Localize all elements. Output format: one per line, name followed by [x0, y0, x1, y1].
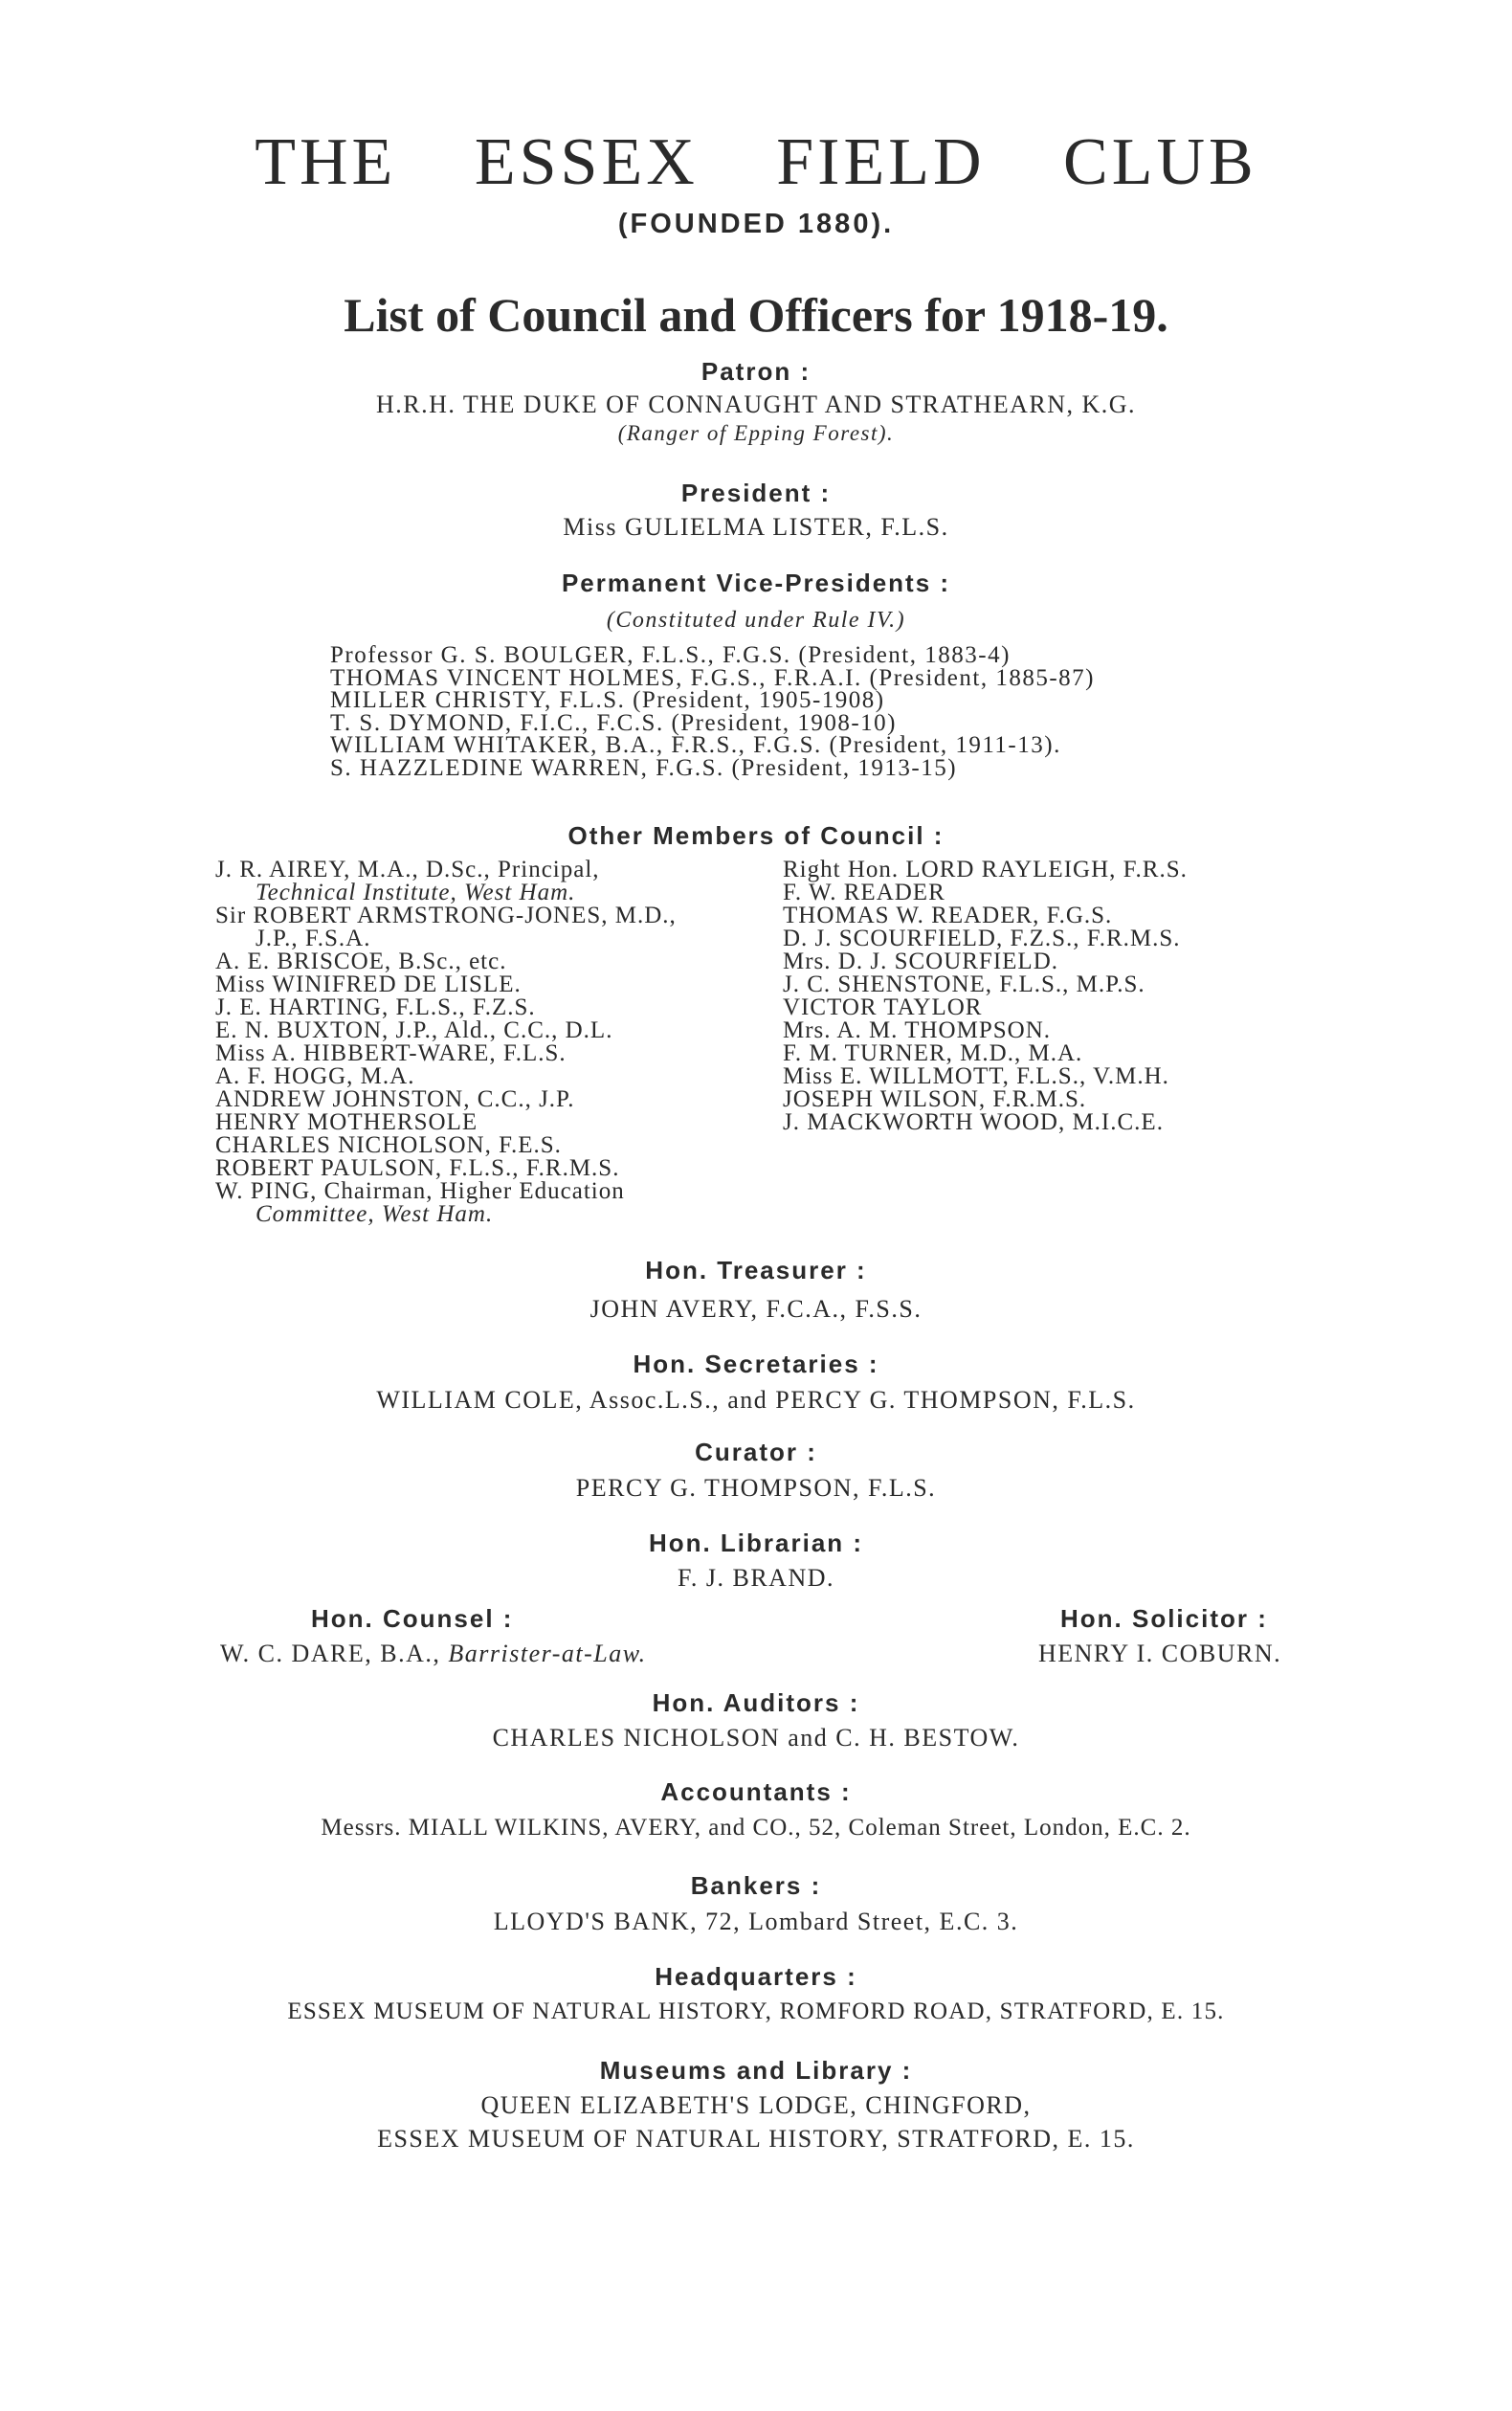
council-member: Sir ROBERT ARMSTRONG-JONES, M.D., — [215, 903, 677, 928]
museums-heading: Museums and Library : — [599, 2056, 913, 2085]
headquarters-name: ESSEX MUSEUM OF NATURAL HISTORY, ROMFORD ROAD, STRATFORD, E. 15. — [287, 1998, 1225, 2024]
patron-heading: Patron : — [700, 357, 812, 386]
headquarters-heading: Headquarters : — [655, 1962, 857, 1991]
council-member: ANDREW JOHNSTON, C.C., J.P. — [215, 1086, 575, 1112]
librarian-name: F. J. BRAND. — [677, 1564, 834, 1592]
vice-president-line: S. HAZZLEDINE WARREN, F.G.S. (President, 1913-15) — [330, 754, 958, 781]
solicitor-heading: Hon. Solicitor : — [1060, 1604, 1268, 1633]
bankers-name: LLOYD'S BANK, 72, Lombard Street, E.C. 3. — [493, 1908, 1019, 1935]
council-member: J. E. HARTING, F.L.S., F.Z.S. — [215, 994, 536, 1020]
founded-line: (FOUNDED 1880). — [617, 209, 895, 239]
auditors-heading: Hon. Auditors : — [652, 1688, 860, 1717]
council-member: VICTOR TAYLOR — [783, 994, 983, 1020]
council-member-detail: Committee, West Ham. — [256, 1201, 494, 1227]
council-heading: Other Members of Council : — [567, 821, 945, 850]
council-member: D. J. SCOURFIELD, F.Z.S., F.R.M.S. — [783, 926, 1181, 951]
solicitor-name: HENRY I. COBURN. — [1038, 1640, 1282, 1667]
council-member: HENRY MOTHERSOLE — [215, 1109, 478, 1135]
council-member: A. E. BRISCOE, B.Sc., etc. — [215, 949, 507, 974]
council-member: THOMAS W. READER, F.G.S. — [783, 903, 1113, 928]
secretaries-name: WILLIAM COLE, Assoc.L.S., and PERCY G. THOMPSON, F.L.S. — [376, 1386, 1136, 1414]
council-member: W. PING, Chairman, Higher Education — [215, 1178, 625, 1204]
council-member: A. F. HOGG, M.A. — [215, 1063, 415, 1089]
bankers-heading: Bankers : — [690, 1871, 822, 1900]
museums-line-2: ESSEX MUSEUM OF NATURAL HISTORY, STRATFORD, E. 15. — [377, 2125, 1135, 2153]
president-name: Miss GULIELMA LISTER, F.L.S. — [563, 513, 949, 541]
council-member: F. M. TURNER, M.D., M.A. — [783, 1040, 1083, 1066]
vice-president-line: Professor G. S. BOULGER, F.L.S., F.G.S. (President, 1883-4) — [330, 642, 1011, 668]
accountants-heading: Accountants : — [660, 1777, 852, 1806]
council-member: E. N. BUXTON, J.P., Ald., C.C., D.L. — [215, 1017, 613, 1043]
museums-line-1: QUEEN ELIZABETH'S LODGE, CHINGFORD, — [480, 2091, 1032, 2119]
vice-president-line: T. S. DYMOND, F.I.C., F.C.S. (President, 1908-10) — [330, 709, 897, 736]
council-member: ROBERT PAULSON, F.L.S., F.R.M.S. — [215, 1155, 620, 1181]
council-member: J. R. AIREY, M.A., D.Sc., Principal, — [215, 857, 600, 882]
vice-president-line: THOMAS VINCENT HOLMES, F.G.S., F.R.A.I. (President, 1885-87) — [330, 664, 1095, 691]
auditors-name: CHARLES NICHOLSON and C. H. BESTOW. — [492, 1724, 1020, 1752]
council-member: J. C. SHENSTONE, F.L.S., M.P.S. — [783, 971, 1145, 997]
accountants-name: Messrs. MIALL WILKINS, AVERY, and CO., 52, Coleman Street, London, E.C. 2. — [321, 1815, 1191, 1841]
list-title: List of Council and Officers for 1918-19. — [344, 288, 1168, 342]
vice-presidents-heading: Permanent Vice-Presidents : — [561, 569, 951, 597]
council-member: Miss E. WILLMOTT, F.L.S., V.M.H. — [783, 1063, 1169, 1089]
council-member: JOSEPH WILSON, F.R.M.S. — [783, 1086, 1087, 1112]
treasurer-heading: Hon. Treasurer : — [645, 1256, 867, 1284]
council-member: Miss A. HIBBERT-WARE, F.L.S. — [215, 1040, 567, 1066]
vice-president-line: WILLIAM WHITAKER, B.A., F.R.S., F.G.S. (President, 1911-13). — [330, 732, 1061, 758]
treasurer-name: JOHN AVERY, F.C.A., F.S.S. — [589, 1295, 923, 1323]
vice-presidents-list — [330, 644, 1095, 779]
patron-name: H.R.H. THE DUKE OF CONNAUGHT AND STRATHEARN, K.G. — [375, 391, 1137, 418]
council-member-detail: Technical Institute, West Ham. — [256, 880, 576, 905]
vice-president-line: MILLER CHRISTY, F.L.S. (President, 1905-1908) — [330, 687, 885, 713]
council-member: Right Hon. LORD RAYLEIGH, F.R.S. — [783, 857, 1188, 882]
council-left-column — [215, 859, 677, 1226]
patron-note: (Ranger of Epping Forest). — [617, 421, 895, 445]
council-member-detail: J.P., F.S.A. — [256, 926, 371, 951]
council-right-column — [783, 859, 1188, 1134]
council-member: Mrs. D. J. SCOURFIELD. — [783, 949, 1059, 974]
curator-heading: Curator : — [695, 1438, 817, 1466]
president-heading: President : — [680, 479, 832, 507]
council-member: Miss WINIFRED DE LISLE. — [215, 971, 522, 997]
secretaries-heading: Hon. Secretaries : — [633, 1350, 879, 1378]
council-member: J. MACKWORTH WOOD, M.I.C.E. — [783, 1109, 1164, 1135]
vice-presidents-note: (Constituted under Rule IV.) — [606, 608, 906, 633]
counsel-heading: Hon. Counsel : — [311, 1604, 514, 1633]
curator-name: PERCY G. THOMPSON, F.L.S. — [575, 1474, 937, 1502]
council-member: CHARLES NICHOLSON, F.E.S. — [215, 1132, 562, 1158]
librarian-heading: Hon. Librarian : — [648, 1529, 864, 1557]
counsel-name: W. C. DARE, B.A., Barrister-at-Law. — [220, 1640, 647, 1667]
club-title: THE ESSEX FIELD CLUB — [255, 125, 1257, 199]
council-member: F. W. READER — [783, 880, 945, 905]
council-member: Mrs. A. M. THOMPSON. — [783, 1017, 1052, 1043]
